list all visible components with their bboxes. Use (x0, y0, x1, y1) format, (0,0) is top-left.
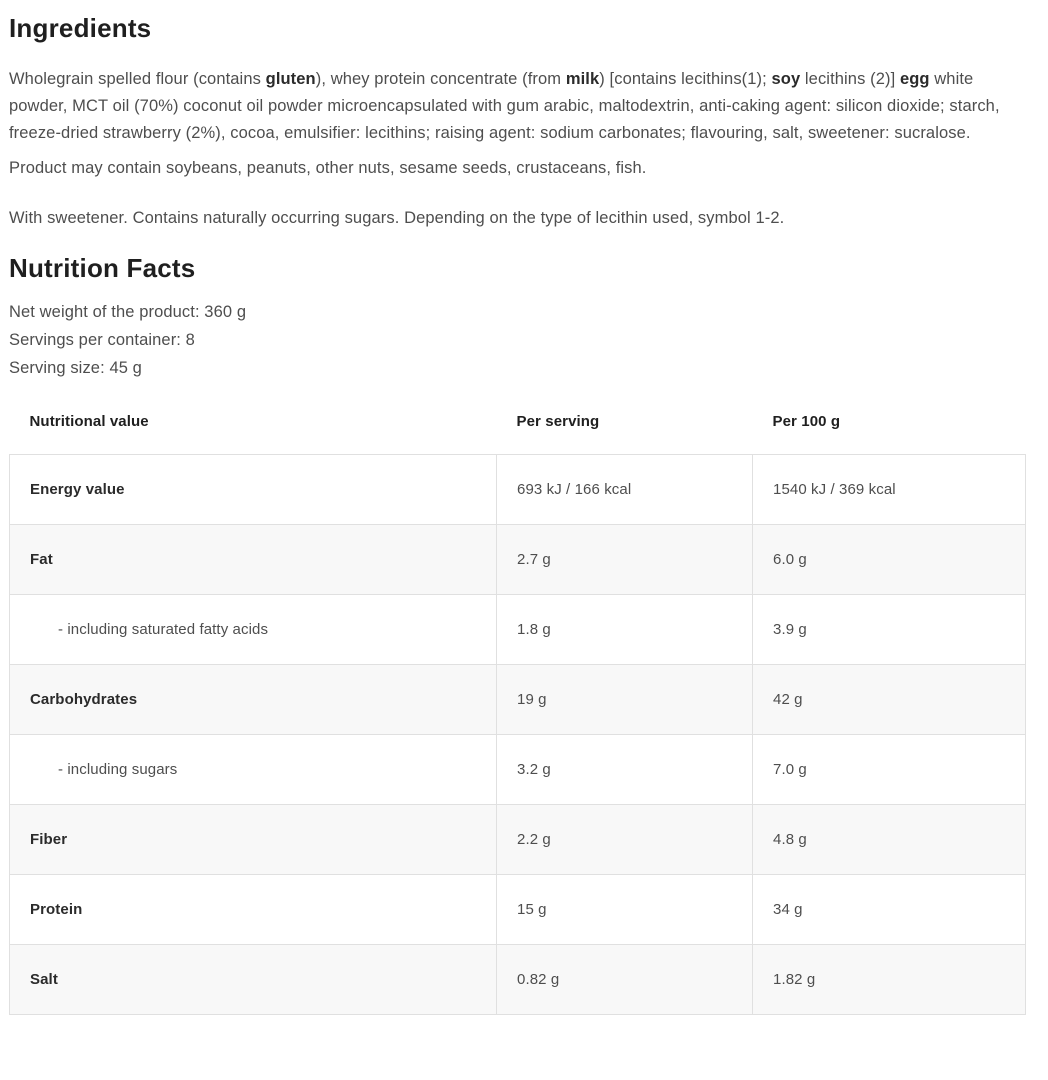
per-serving-value: 15 g (497, 875, 753, 945)
sweetener-note: With sweetener. Contains naturally occurring sugars. Depending on the type of lecithin used, symbol 1-2. (9, 209, 785, 227)
per-100g-value: 42 g (753, 665, 1026, 735)
per-100g-value: 6.0 g (753, 525, 1026, 595)
per-100g-value: 34 g (753, 875, 1026, 945)
per-100g-value: 1.82 g (753, 945, 1026, 1015)
nutrient-label: - including saturated fatty acids (10, 595, 497, 665)
nutrient-label: Fiber (10, 805, 497, 875)
servings-per-container-line: Servings per container: 8 (9, 331, 195, 349)
table-row (10, 945, 1026, 1015)
nutrient-label: Salt (10, 945, 497, 1015)
table-row (10, 805, 1026, 875)
column-header-nutritional-value: Nutritional value (10, 404, 497, 455)
per-100g-value: 3.9 g (753, 595, 1026, 665)
per-100g-value: 4.8 g (753, 805, 1026, 875)
header-row (10, 404, 1026, 455)
per-100g-value: 7.0 g (753, 735, 1026, 805)
table-row (10, 455, 1026, 525)
ingredients-heading: Ingredients (9, 13, 152, 43)
nutrient-label: Carbohydrates (10, 665, 497, 735)
per-serving-value: 19 g (497, 665, 753, 735)
table-row (10, 595, 1026, 665)
table-row (10, 735, 1026, 805)
table-row (10, 875, 1026, 945)
per-serving-value: 3.2 g (497, 735, 753, 805)
serving-size-line: Serving size: 45 g (9, 359, 142, 377)
nutrient-label: Protein (10, 875, 497, 945)
nutrition-facts-heading: Nutrition Facts (9, 253, 196, 283)
nutrient-label: Fat (10, 525, 497, 595)
nutrition-table-body (10, 455, 1026, 1015)
ingredients-description: Wholegrain spelled flour (contains gluten), whey protein concentrate (from milk) [contains lecithins(1); soy lecithins (2)] egg white powder, MCT oil (70%) coconut oil powder microencapsulated with gum arabic, maltodextrin, anti-caking agent: silicon dioxide; starch, freeze-dried strawberry (2%), cocoa, emulsifier: lecithins; raising agent: sodium carbonates; flavouring, salt, sweetener: sucralose. (9, 70, 1000, 142)
nutrient-label: Energy value (10, 455, 497, 525)
nutrient-label: - including sugars (10, 735, 497, 805)
column-header-per-serving: Per serving (497, 404, 753, 455)
per-serving-value: 2.2 g (497, 805, 753, 875)
allergen-note: Product may contain soybeans, peanuts, other nuts, sesame seeds, crustaceans, fish. (9, 159, 647, 177)
nutrition-table-header (10, 404, 1026, 455)
serving-info-block (9, 298, 1025, 382)
per-serving-value: 693 kJ / 166 kcal (497, 455, 753, 525)
per-serving-value: 1.8 g (497, 595, 753, 665)
table-row (10, 525, 1026, 595)
nutrition-table (9, 404, 1026, 1015)
per-serving-value: 0.82 g (497, 945, 753, 1015)
table-row (10, 665, 1026, 735)
column-header-per-100g: Per 100 g (753, 404, 1026, 455)
per-serving-value: 2.7 g (497, 525, 753, 595)
per-100g-value: 1540 kJ / 369 kcal (753, 455, 1026, 525)
net-weight-line: Net weight of the product: 360 g (9, 303, 247, 321)
